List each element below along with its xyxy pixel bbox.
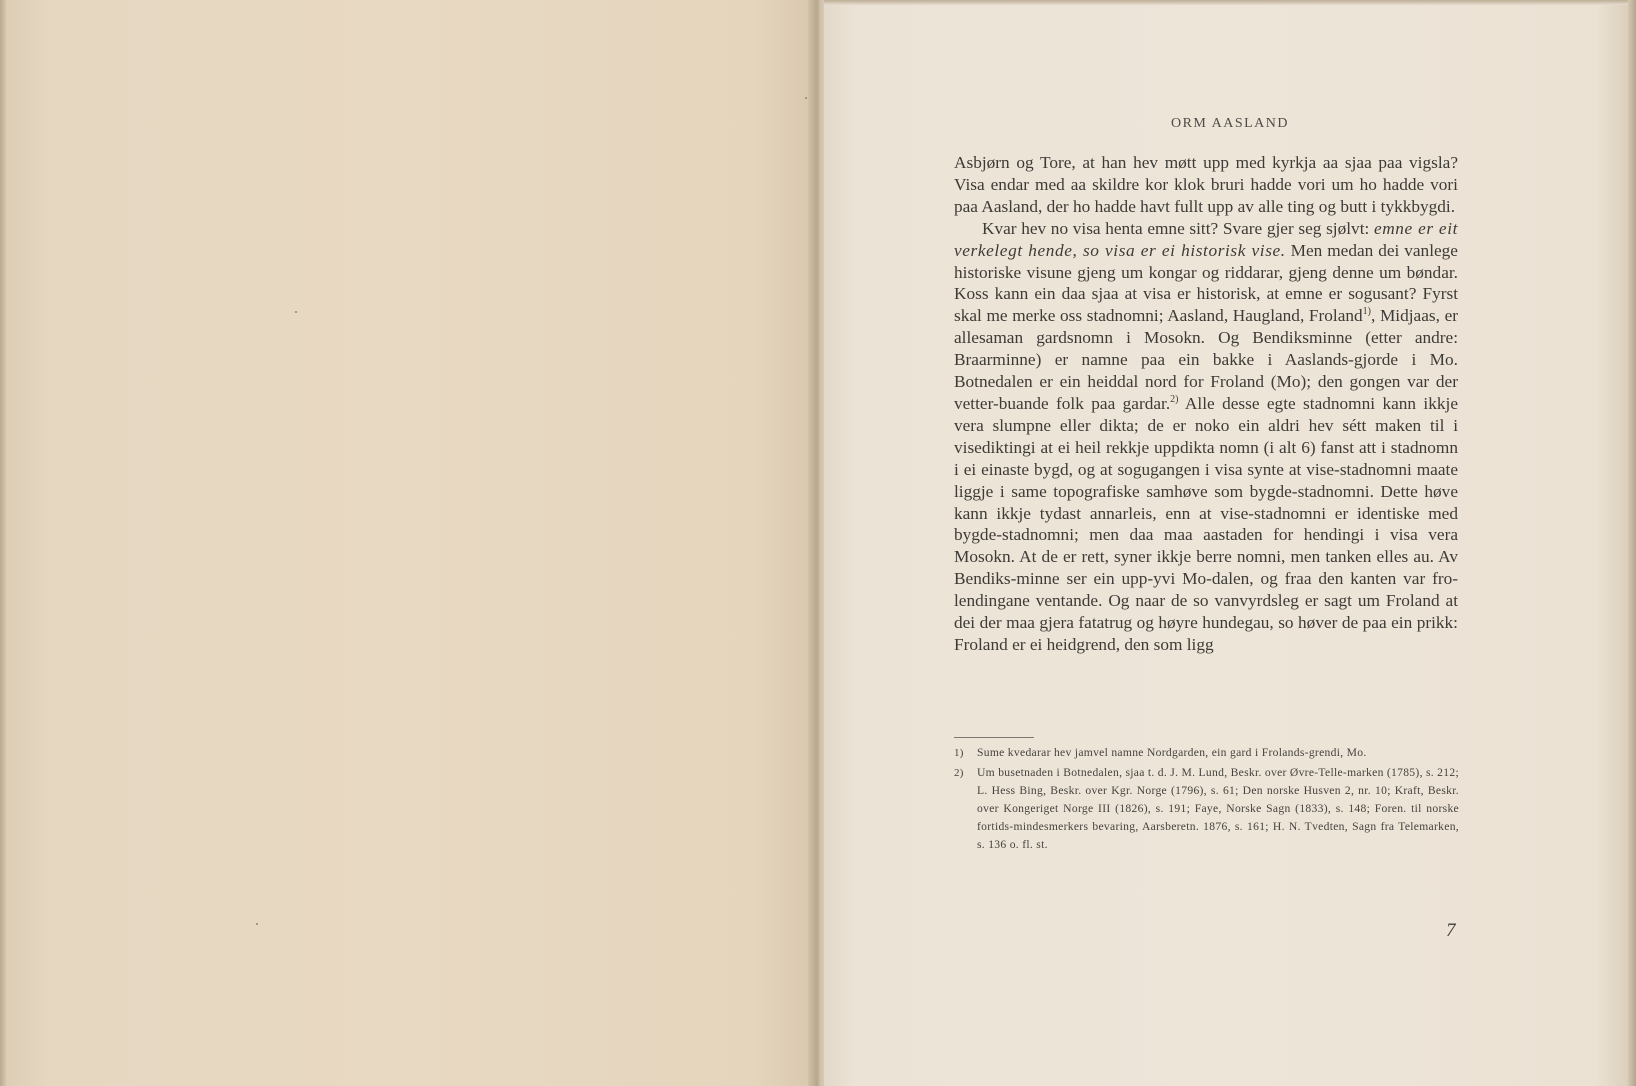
paragraph-text: Alle desse egte stadnomni kann ikkje vera slumpne eller dikta; de er noko ein aldri hev sétt maken til i visediktingi at ei heil rekkje uppdikta nomn (i alt 6) fanst att i stadnomn i ei einaste bygd, og at sogugangen i visa synte at vise-stadnomni maate liggje i same topografiske samhøve som bygde-stadnomni. Dette høve kann ikkje tydast annarleis, enn at vise-stadnomni er identiske med bygde-stadnomni; men daa maa aastaden for hendingi i visa vera Mosokn. At de er rett, syner ikkje berre nomni, men tanken elles au. Av Bendiks-minne ser ein upp-yvi Mo-dalen, og fraa den kanten var fro-lendingane ventande. Og naar de so vanvyrdsleg er sagt um Froland at dei der maa gjera fatatrug og høyre hundegau, so høver de paa ein prikk: Froland er ei heidgrend, den som ligg <box>954 393 1458 654</box>
italic-phrase: emne er eit verkelegt hende, so visa er ei historisk vise. <box>954 218 1458 260</box>
footnote-ref: 1) <box>1362 306 1371 318</box>
right-page <box>824 0 1636 1086</box>
footnote <box>954 744 1459 762</box>
page-right-edge <box>1628 0 1636 1086</box>
paragraph-text: Asbjørn og Tore, at han hev møtt upp med kyrkja aa sjaa paa vigsla? Visa endar med aa skildre kor klok bruri hadde vori um ho hadde vori paa Aasland, der ho hadde havt fullt upp av alle ting og butt i tykkbygdi. <box>954 153 1458 216</box>
body-text <box>954 152 1458 656</box>
paragraph <box>954 218 1458 656</box>
paragraph-text: Kvar hev no visa henta emne sitt? Svare gjer seg sjølvt: <box>982 218 1374 238</box>
footnote-mark: 2) <box>954 767 964 779</box>
paragraph-text: , Midjaas, er allesaman gardsnomn i Mosokn. Og Bendiksminne (etter andre: Braarminne) er namne paa ein bakke i Aaslands-gjorde i Mo. Botnedalen er ein heiddal nord for Froland (Mo); den gongen var der vetter-buande folk paa gardar. <box>954 306 1458 413</box>
footnotes <box>954 744 1459 856</box>
paragraph <box>954 152 1458 218</box>
paragraph-text: Men medan dei vanlege historiske visune gjeng um kongar og riddarar, gjeng denne um bøndar. Koss kann ein daa sjaa at visa er historisk, at emne er sogusant? Fyrst skal me merke oss stadnomni; Aasland, Haugland, Froland <box>954 240 1458 326</box>
left-page-edge <box>0 0 6 1086</box>
footnote-ref: 2) <box>1170 394 1179 406</box>
page-top-edge <box>824 0 1636 5</box>
footnote-rule <box>954 737 1034 738</box>
footnote-mark: 1) <box>954 747 964 759</box>
footnote-text: Um busetnaden i Botnedalen, sjaa t. d. J. M. Lund, Beskr. over Øvre-Telle-marken (1785), s. 212; L. Hess Bing, Beskr. over Kgr. Norge (1796), s. 61; Den norske Husven 2, nr. 10; Kraft, Beskr. over Kongeriget Norge III (1826), s. 191; Faye, Norske Sagn (1833), s. 148; Foren. til norske fortids-mindesmerkers bevaring, Aarsberetn. 1876, s. 161; H. N. Tvedten, Sagn fra Telemarken, s. 136 o. fl. st. <box>977 766 1459 851</box>
running-head: ORM AASLAND <box>1170 116 1289 131</box>
paper-speck <box>256 923 258 925</box>
page-number: 7 <box>1446 920 1456 941</box>
paper-speck <box>805 97 807 99</box>
footnote-text: Sume kvedarar hev jamvel namne Nordgarden, ein gard i Frolands-grendi, Mo. <box>977 746 1367 759</box>
footnote <box>954 764 1459 854</box>
paper-speck <box>295 311 297 313</box>
